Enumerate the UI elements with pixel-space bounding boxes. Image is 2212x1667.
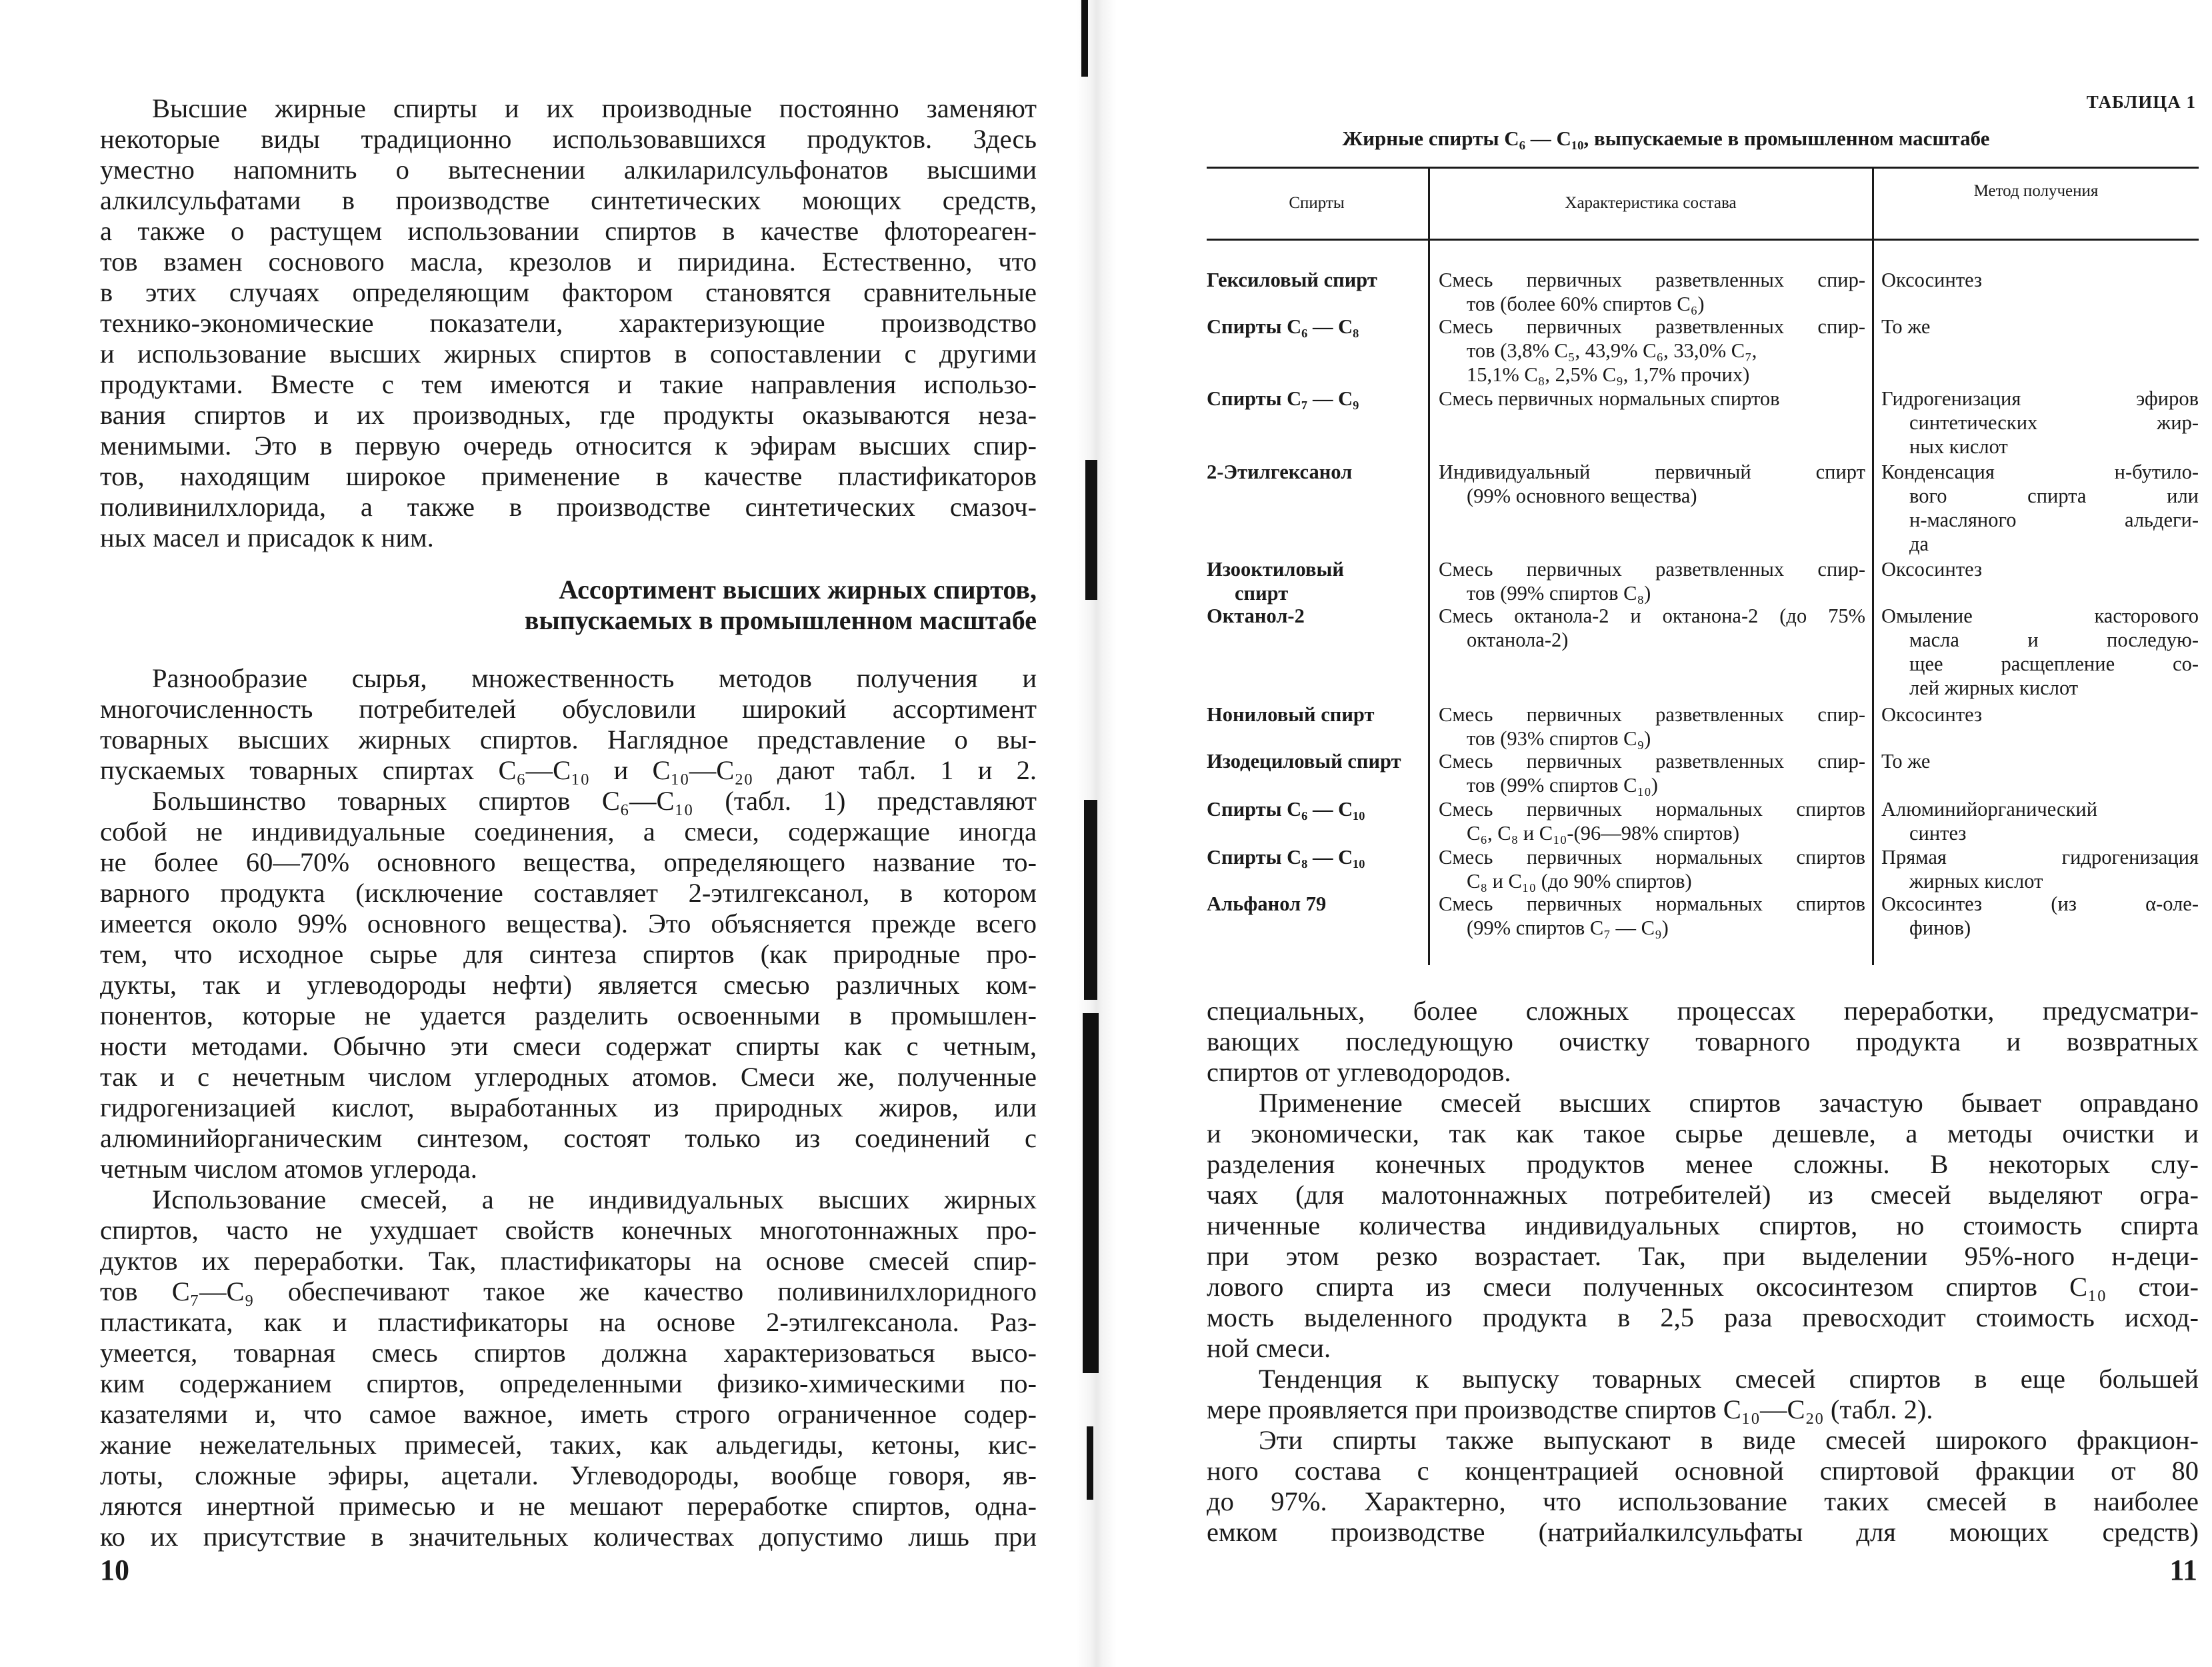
text-line: менимыми. Это в первую очередь относится к эфирам высших спир- (100, 431, 1037, 461)
text-line: и использование высших жирных спиртов в сопоставлении с другими (100, 339, 1037, 369)
text-line: Эти спирты также выпускают в виде смесей широкого фракцион- (1259, 1425, 2199, 1455)
cell-line: Омыление касторового (1881, 605, 2199, 627)
text-line: при этом резко возрастает. Так, при выделении 95%-ного н-деци- (1207, 1241, 2199, 1271)
text-line: Большинство товарных спиртов C₆—C₁₀ (табл. 1) представляют (152, 786, 1037, 816)
cell-line: Смесь первичных разветвленных спир- (1439, 269, 1865, 291)
text-line: в этих случаях определяющим фактором становятся сравнительные (100, 277, 1037, 307)
text-line: алкилсульфатами в производстве синтетических моющих средств, (100, 185, 1037, 215)
cell-line: Изодециловый спирт (1207, 750, 1401, 773)
table-cell-composition (1439, 703, 1865, 751)
left-page (0, 0, 1093, 1667)
table-cell-alcohol (1207, 797, 1427, 821)
cell-line: Спирты C₈ — C₁₀ (1207, 846, 1365, 868)
table-cell-alcohol (1207, 749, 1427, 773)
column-divider (1428, 167, 1430, 965)
cell-line: ных кислот (1909, 435, 2008, 458)
cell-line: Конденсация н-бутило- (1881, 461, 2199, 483)
text-line: спиртов от углеводородов. (1207, 1057, 1511, 1087)
cell-line: да (1909, 533, 1929, 555)
cell-line: Гексиловый спирт (1207, 269, 1377, 291)
text-line: Использование смесей, а не индивидуальных высших жирных (152, 1184, 1037, 1214)
text-line: дукты, так и углеводороды нефти) является смесью различных ком- (100, 970, 1037, 1000)
table-cell-alcohol (1207, 557, 1427, 605)
table-cell-method (1881, 315, 2199, 339)
table-top-rule (1207, 167, 2199, 169)
table-cell-alcohol (1207, 268, 1427, 292)
paragraph-assortment (100, 663, 1037, 786)
cell-line: Гидрогенизация эфиров (1881, 387, 2199, 410)
text-line: ной смеси. (1207, 1333, 1331, 1363)
table-cell-method (1881, 604, 2199, 700)
table-cell-alcohol (1207, 604, 1427, 628)
text-line: ляются инертной примесью и не мешают переработке спиртов, одна- (100, 1491, 1037, 1521)
text-line: тов, находящим широкое применение в качестве пластификаторов (100, 461, 1037, 491)
text-line: лоты, сложные эфиры, ацетали. Углеводороды, вообще говоря, яв- (100, 1460, 1037, 1490)
cell-line: Спирты C₇ — C₉ (1207, 387, 1359, 410)
cell-line: (99% основного вещества) (1467, 485, 1697, 507)
table-cell-composition (1439, 268, 1865, 316)
cell-line: Прямая гидрогенизация (1881, 846, 2199, 868)
cell-line: жирных кислот (1909, 870, 2043, 892)
table-cell-method (1881, 892, 2199, 940)
cell-line: То же (1881, 750, 1931, 773)
table-cell-alcohol (1207, 703, 1427, 727)
cell-line: Спирты C₆ — C₈ (1207, 315, 1359, 338)
cell-line: Оксосинтез (из α-оле- (1881, 892, 2199, 915)
cell-line: 15,1% C₈, 2,5% C₉, 1,7% прочих) (1467, 363, 1750, 386)
column-header-method: Метод получения (1973, 182, 2099, 200)
text-line: некоторые виды традиционно использовавшихся продуктов. Здесь (100, 124, 1037, 154)
text-line: тов взамен соснового масла, крезолов и пиридина. Естественно, что (100, 247, 1037, 277)
table-cell-composition (1439, 557, 1865, 605)
cell-line: Изооктиловый (1207, 558, 1344, 581)
text-line: лового спирта из смеси полученных оксосинтезом спиртов C₁₀ стои- (1207, 1272, 2199, 1302)
text-line: ниченные количества индивидуальных спиртов, но стоимость спирта (1207, 1210, 2199, 1240)
column-header-composition: Характеристика состава (1565, 194, 1737, 212)
cell-line: тов (3,8% C₅, 43,9% C₆, 33,0% C₇, (1467, 339, 1757, 362)
table-cell-alcohol (1207, 892, 1427, 916)
table-cell-alcohol (1207, 387, 1427, 411)
table-cell-alcohol (1207, 845, 1427, 869)
text-line: пластиката, как и пластификаторы на основе 2-этилгексанола. Раз- (100, 1307, 1037, 1337)
cell-line: вого спирта или (1909, 485, 2199, 507)
text-line: тов C₇—C₉ обеспечивают такое же качество поливинилхлоридного (100, 1276, 1037, 1306)
text-line: чаях (для малотоннажных потребителей) из смесей выделяют огра- (1207, 1180, 2199, 1210)
paragraph-mixtures (100, 1184, 1037, 1552)
text-line: не более 60—70% основного вещества, определяющего название то- (100, 847, 1037, 877)
paragraph-majority (100, 786, 1037, 1184)
text-line: товарных высших жирных спиртов. Наглядное представление о вы- (100, 725, 1037, 755)
cell-line: масла и последую- (1909, 629, 2199, 651)
cell-line: щее расщепление со- (1909, 653, 2199, 675)
column-divider (1872, 167, 1874, 965)
cell-line: октанола-2) (1467, 629, 1569, 651)
table-title: Жирные спирты C₆ — C₁₀, выпускаемые в промышленном масштабе (1342, 127, 1990, 150)
cell-line: спирт (1235, 582, 1289, 605)
text-line: Разнообразие сырья, множественность методов получения и (152, 663, 1037, 693)
text-line: поливинилхлорида, а также в производстве синтетических смазоч- (100, 492, 1037, 522)
table-cell-method (1881, 268, 2199, 292)
paragraph-tendency (1207, 1364, 2199, 1425)
cell-line: Альфанол 79 (1207, 892, 1327, 915)
text-line: ных масел и присадок к ним. (100, 523, 434, 553)
table-cell-alcohol (1207, 315, 1427, 339)
text-line: мость выделенного продукта в 2,5 раза превосходит стоимость исход- (1207, 1302, 2199, 1332)
text-line: и экономически, так как такое сырье дешевле, а методы очистки и (1207, 1118, 2199, 1148)
text-line: четным числом атомов углерода. (100, 1154, 477, 1184)
cell-line: Нониловый спирт (1207, 703, 1375, 726)
table-cell-alcohol (1207, 460, 1427, 484)
cell-line: тов (99% спиртов C₈) (1467, 582, 1651, 605)
table-cell-composition (1439, 845, 1865, 893)
table-cell-composition (1439, 797, 1865, 845)
table-label: ТАБЛИЦА 1 (2086, 92, 2196, 112)
cell-line: C₆, C₈ и C₁₀-(96—98% спиртов) (1467, 822, 1739, 844)
table-cell-method (1881, 387, 2199, 459)
text-line: умеется, товарная смесь спиртов должна характеризоваться высо- (100, 1338, 1037, 1368)
cell-line: Смесь октанола-2 и октанона-2 (до 75% (1439, 605, 1865, 627)
cell-line: н-масляного альдеги- (1909, 509, 2199, 531)
table-cell-method (1881, 703, 2199, 727)
paragraph-special (1207, 996, 2199, 1088)
cell-line: Спирты C₆ — C₁₀ (1207, 798, 1365, 821)
section-heading (100, 575, 1037, 636)
table-cell-composition (1439, 387, 1865, 411)
table-cell-method (1881, 749, 2199, 773)
text-line: до 97%. Характерно, что использование таких смесей в наиболее (1207, 1486, 2199, 1516)
table-cell-composition (1439, 892, 1865, 940)
cell-line: Смесь первичных разветвленных спир- (1439, 750, 1865, 773)
text-line: имеется около 99% основного вещества). Это объясняется прежде всего (100, 908, 1037, 938)
cell-line: синтез (1909, 822, 1967, 844)
cell-line: тов (99% спиртов C₁₀) (1467, 774, 1658, 797)
text-line: так и с нечетным числом углеродных атомов. Смеси же, полученные (100, 1062, 1037, 1092)
column-header-alcohols: Спирты (1289, 194, 1345, 212)
cell-line: Алюминийорганический (1881, 798, 2098, 821)
text-line: емком производстве (натрийалкилсульфаты для моющих средств) (1207, 1517, 2199, 1547)
page-number: 11 (2169, 1554, 2197, 1586)
cell-line: Индивидуальный первичный спирт (1439, 461, 1865, 483)
text-line: понентов, которые не удается разделить освоенными в промышлен- (100, 1000, 1037, 1030)
cell-line: Смесь первичных нормальных спиртов (1439, 892, 1865, 915)
text-line: продуктами. Вместе с тем имеются и такие направления использо- (100, 369, 1037, 399)
text-line: а также о растущем использовании спиртов в качестве флотореаген- (100, 216, 1037, 246)
text-line: вающих последующую очистку товарного продукта и возвратных (1207, 1026, 2199, 1056)
text-line: технико-экономические показатели, характеризующие производство (100, 308, 1037, 338)
text-line: мере проявляется при производстве спиртов C₁₀—C₂₀ (табл. 2). (1207, 1394, 1933, 1424)
text-line: дуктов их переработки. Так, пластификаторы на основе смесей спир- (100, 1246, 1037, 1276)
cell-line: тов (более 60% спиртов C₆) (1467, 293, 1705, 315)
right-page (1120, 0, 2212, 1667)
text-line: жание нежелательных примесей, таких, как альдегиды, кетоны, кис- (100, 1430, 1037, 1460)
table-cell-method (1881, 460, 2199, 556)
cell-line: Смесь первичных разветвленных спир- (1439, 315, 1865, 338)
cell-line: тов (93% спиртов C₉) (1467, 727, 1651, 750)
text-line: вания спиртов и их производных, где продукты оказываются неза- (100, 400, 1037, 430)
cell-line: финов) (1909, 916, 1971, 939)
text-line: казателями и, что самое важное, иметь строго ограниченное содер- (100, 1399, 1037, 1429)
text-line: ности методами. Обычно эти смеси содержат спирты как с четным, (100, 1031, 1037, 1061)
table-cell-composition (1439, 749, 1865, 797)
table-cell-method (1881, 797, 2199, 845)
text-line: специальных, более сложных процессах переработки, предусматри- (1207, 996, 2199, 1026)
cell-line: Оксосинтез (1881, 558, 1983, 581)
text-line: ного состава с концентрацией основной спиртовой фракции от 80 (1207, 1456, 2199, 1486)
text-line: уместно напомнить о вытеснении алкиларилсульфонатов высшими (100, 155, 1037, 185)
cell-line: Смесь первичных разветвленных спир- (1439, 703, 1865, 726)
text-line: разделения конечных продуктов менее сложны. В некоторых слу- (1207, 1149, 2199, 1179)
cell-line: синтетических жир- (1909, 411, 2199, 434)
text-line: тем, что исходное сырье для синтеза спиртов (как природные про- (100, 939, 1037, 969)
text-line: ким содержанием спиртов, определенными физико-химическими по- (100, 1368, 1037, 1398)
table-cell-composition (1439, 315, 1865, 387)
paragraph-these (1207, 1425, 2199, 1548)
table-header-rule (1207, 239, 2199, 241)
text-line: пускаемых товарных спиртах C₆—C₁₀ и C₁₀—C₂₀ дают табл. 1 и 2. (100, 755, 1037, 785)
cell-line: Смесь первичных разветвленных спир- (1439, 558, 1865, 581)
cell-line: То же (1881, 315, 1931, 338)
paragraph-intro (100, 93, 1037, 553)
cell-line: Смесь первичных нормальных спиртов (1439, 387, 1780, 410)
text-line: Тенденция к выпуску товарных смесей спиртов в еще большей (1259, 1364, 2199, 1394)
table-cell-method (1881, 845, 2199, 893)
cell-line: Оксосинтез (1881, 269, 1983, 291)
text-line: многочисленность потребителей обусловили широкий ассортимент (100, 694, 1037, 724)
cell-line: Смесь первичных нормальных спиртов (1439, 846, 1865, 868)
heading-line: Ассортимент высших жирных спиртов, (559, 575, 1037, 605)
paragraph-economic (1207, 1088, 2199, 1364)
page-number: 10 (100, 1554, 129, 1586)
text-line: гидрогенизацией кислот, выработанных из природных жиров, или (100, 1092, 1037, 1122)
table-cell-method (1881, 557, 2199, 581)
cell-line: Смесь первичных нормальных спиртов (1439, 798, 1865, 821)
heading-line: выпускаемых в промышленном масштабе (524, 605, 1037, 635)
cell-line: 2-Этилгексанол (1207, 461, 1353, 483)
text-line: спиртов, часто не ухудшает свойств конечных многотоннажных про- (100, 1215, 1037, 1245)
cell-line: Оксосинтез (1881, 703, 1983, 726)
text-line: варного продукта (исключение составляет 2-этилгексанол, в котором (100, 878, 1037, 908)
table-cell-composition (1439, 604, 1865, 652)
cell-line: C₈ и C₁₀ (до 90% спиртов) (1467, 870, 1692, 892)
text-line: собой не индивидуальные соединения, а смеси, содержащие иногда (100, 817, 1037, 846)
cell-line: лей жирных кислот (1909, 677, 2079, 699)
table-cell-composition (1439, 460, 1865, 508)
text-line: Применение смесей высших спиртов зачастую бывает оправдано (1259, 1088, 2199, 1118)
cell-line: Октанол-2 (1207, 605, 1305, 627)
cell-line: (99% спиртов C₇ — C₉) (1467, 916, 1669, 939)
text-line: ко их присутствие в значительных количествах допустимо лишь при (100, 1522, 1037, 1552)
text-line: алюминийорганическим синтезом, состоят только из соединений с (100, 1123, 1037, 1153)
text-line: Высшие жирные спирты и их производные постоянно заменяют (152, 93, 1037, 123)
